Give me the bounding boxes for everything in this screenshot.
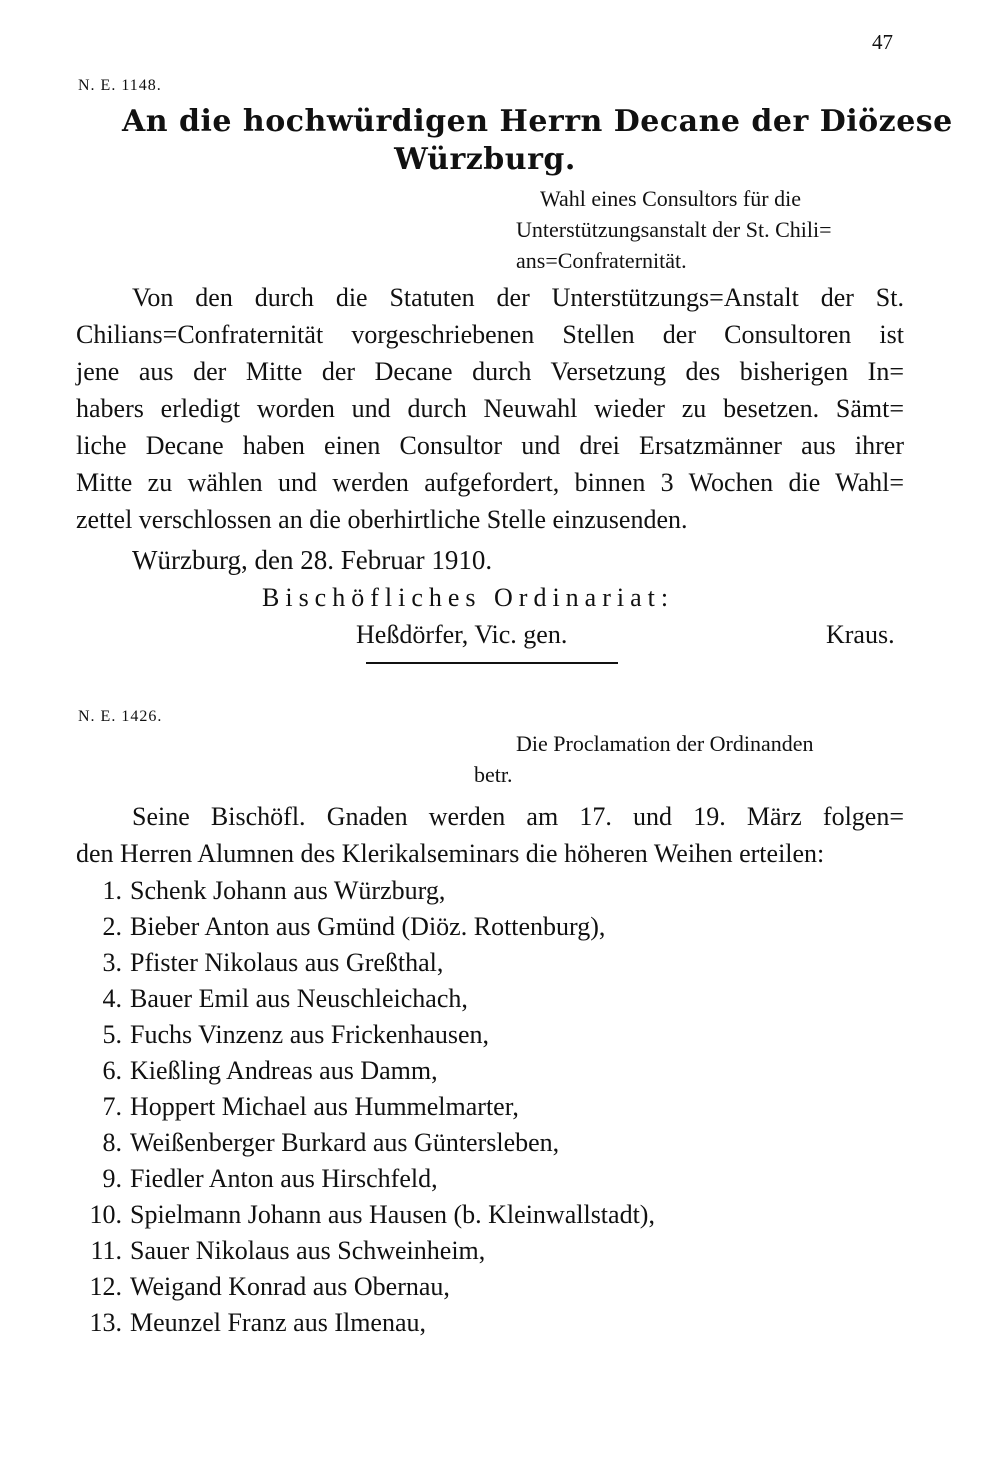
reference-number-1: N. E. 1148.: [78, 77, 162, 94]
list-item-text: Fiedler Anton aus Hirschfeld,: [130, 1164, 438, 1193]
list-item-text: Pfister Nikolaus aus Greßthal,: [130, 948, 444, 977]
address-heading-line-1: An die hochwürdigen Herrn Decane der Diözese: [122, 104, 953, 139]
list-item-text: Fuchs Vinzenz aus Frickenhausen,: [130, 1020, 489, 1049]
list-item-text: Weißenberger Burkard aus Güntersleben,: [130, 1128, 560, 1157]
subject-line-3: ans=Confraternität.: [516, 248, 687, 273]
subject2-line-2: betr.: [474, 762, 513, 787]
list-item-text: Meunzel Franz aus Ilmenau,: [130, 1308, 427, 1337]
body-line-1: Von den durch die Statuten der Unterstützungs=Anstalt der St.: [132, 283, 904, 312]
body-line-4: habers erledigt worden und durch Neuwahl wieder zu besetzen. Sämt=: [76, 394, 904, 423]
page-number: 47: [872, 30, 893, 54]
list-item: [70, 1092, 519, 1122]
list-item-number: 4.: [102, 984, 122, 1013]
body-line-3: jene aus der Mitte der Decane durch Versetzung des bisherigen In=: [76, 357, 904, 386]
list-item: [70, 984, 468, 1014]
subject-line-1: Wahl eines Consultors für die: [540, 186, 801, 211]
intro-line-2: den Herren Alumnen des Klerikalseminars die höheren Weihen erteilen:: [76, 839, 825, 868]
list-item-text: Sauer Nikolaus aus Schweinheim,: [130, 1236, 486, 1265]
list-item-number: 13.: [89, 1308, 122, 1337]
body-line-6: Mitte zu wählen und werden aufgefordert, binnen 3 Wochen die Wahl=: [76, 468, 904, 497]
list-item-text: Schenk Johann aus Würzburg,: [130, 876, 446, 905]
body-line-2: Chilians=Confraternität vorgeschriebenen Stellen der Consultoren ist: [76, 320, 904, 349]
list-item-number: 11.: [90, 1236, 122, 1265]
list-item: [70, 1128, 559, 1158]
section-divider: [366, 662, 618, 664]
body-line-5: liche Decane haben einen Consultor und drei Ersatzmänner aus ihrer: [76, 431, 904, 460]
intro-line-1: Seine Bischöfl. Gnaden werden am 17. und 19. März folgen=: [132, 802, 904, 831]
list-item-number: 12.: [89, 1272, 122, 1301]
address-heading-line-2: Würzburg.: [394, 142, 576, 177]
list-item: [70, 1056, 438, 1086]
list-item: [70, 912, 605, 942]
list-item: [70, 948, 443, 978]
list-item-text: Hoppert Michael aus Hummelmarter,: [130, 1092, 519, 1121]
list-item: [70, 1020, 489, 1050]
list-item-number: 5.: [102, 1020, 122, 1049]
reference-number-2: N. E. 1426.: [78, 708, 163, 725]
list-item: [70, 876, 445, 906]
body-line-7: zettel verschlossen an die oberhirtliche Stelle einzusenden.: [76, 505, 688, 534]
list-item-text: Weigand Konrad aus Obernau,: [130, 1272, 450, 1301]
subject-line-2: Unterstützungsanstalt der St. Chili=: [516, 217, 832, 242]
list-item-text: Kießling Andreas aus Damm,: [130, 1056, 438, 1085]
authority-line: Bischöfliches Ordinariat:: [262, 583, 675, 612]
list-item-number: 6.: [102, 1056, 122, 1085]
list-item: [70, 1164, 438, 1194]
list-item-number: 7.: [102, 1092, 122, 1121]
list-item-text: Spielmann Johann aus Hausen (b. Kleinwallstadt),: [130, 1200, 655, 1229]
subject2-line-1: Die Proclamation der Ordinanden: [516, 731, 814, 756]
signer-left: Heßdörfer, Vic. gen.: [356, 620, 568, 649]
date-line: Würzburg, den 28. Februar 1910.: [132, 545, 493, 575]
list-item-number: 3.: [102, 948, 122, 977]
list-item: [70, 1272, 450, 1302]
list-item-number: 1.: [102, 876, 122, 905]
list-item-number: 9.: [102, 1164, 122, 1193]
signer-right: Kraus.: [826, 620, 895, 649]
list-item-number: 2.: [102, 912, 122, 941]
list-item-number: 10.: [89, 1200, 122, 1229]
list-item: [70, 1236, 485, 1266]
list-item: [70, 1308, 426, 1338]
list-item-number: 8.: [102, 1128, 122, 1157]
list-item-text: Bauer Emil aus Neuschleichach,: [130, 984, 468, 1013]
list-item: [70, 1200, 655, 1230]
list-item-text: Bieber Anton aus Gmünd (Diöz. Rottenburg),: [130, 912, 606, 941]
